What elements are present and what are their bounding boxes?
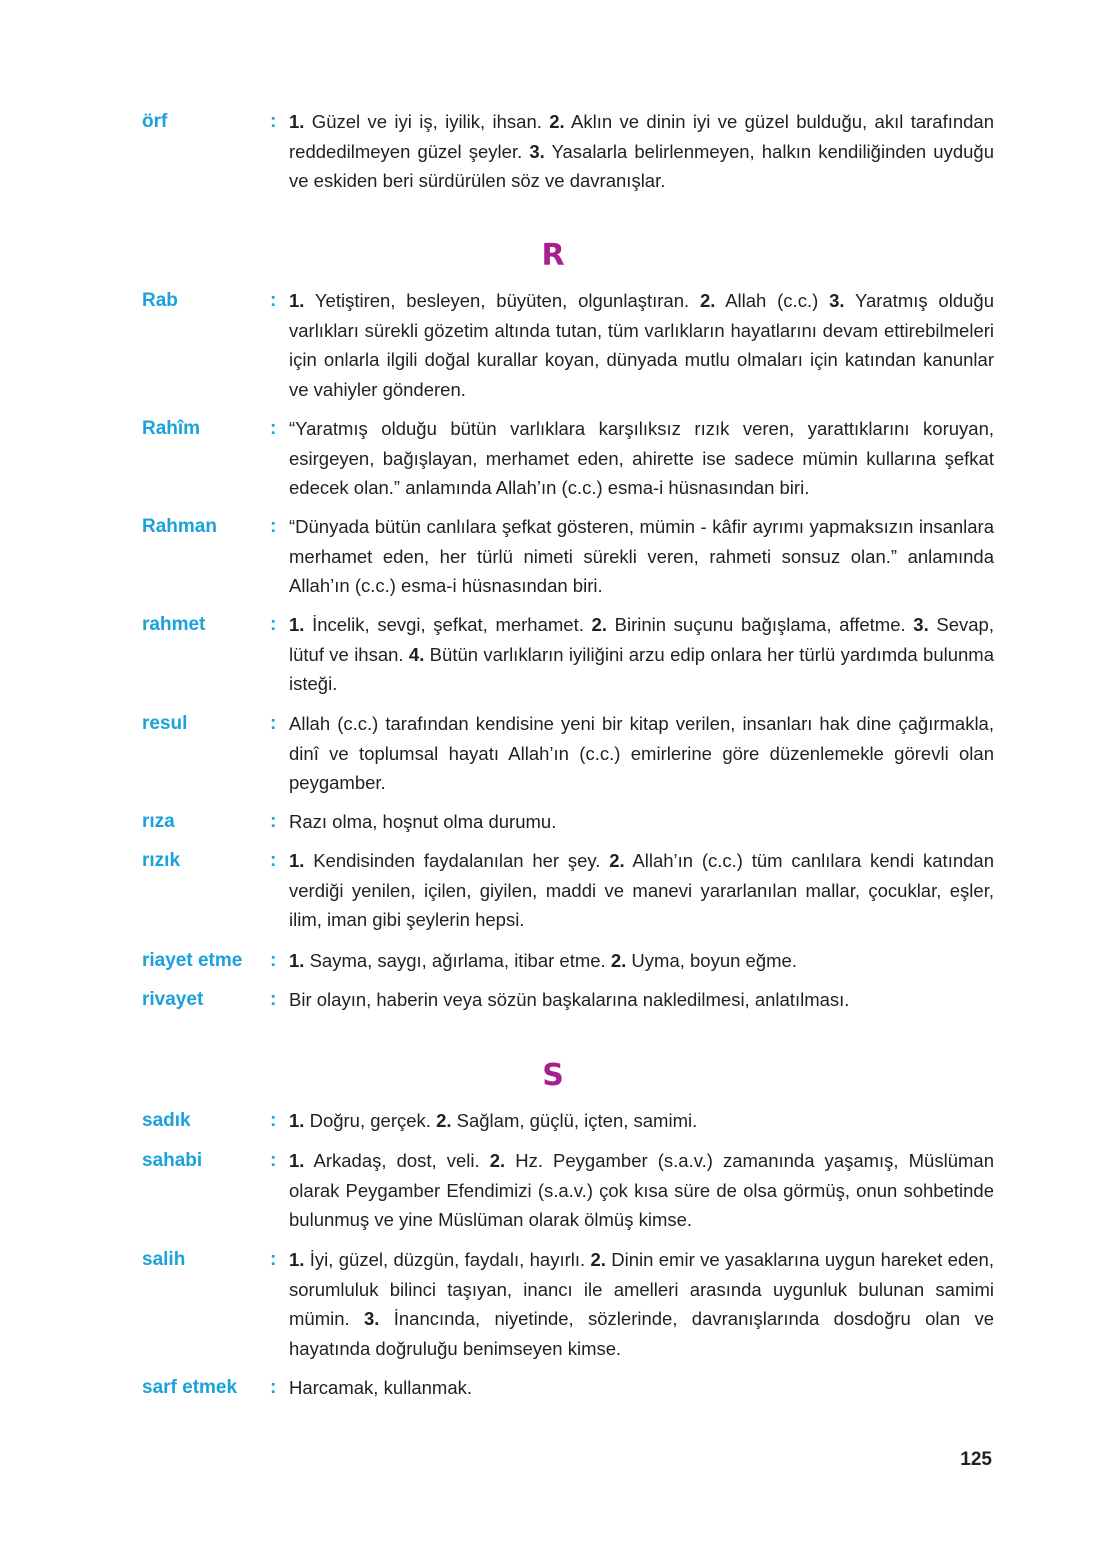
sense-number: 2. — [489, 1150, 506, 1171]
sense-number: 2. — [591, 614, 607, 635]
separator: : — [270, 418, 277, 439]
entry-rahim — [142, 414, 994, 503]
term: sadık — [142, 1110, 191, 1131]
entry-resul — [142, 709, 994, 798]
sense-number: 2. — [699, 290, 716, 311]
entry-riza — [142, 807, 994, 837]
definition-text: Allah (c.c.) tarafından kendisine yeni bir kitap verilen, insanları hak dine çağırmakla, dinî ve toplumsal hayatı Allah’ın (c.c.) emirlerine göre düzenlemekle görevli olan peygamber. — [289, 713, 994, 794]
definition — [289, 107, 994, 196]
term: Rahîm — [142, 418, 201, 439]
definition-text: “Dünyada bütün canlılara şefkat gösteren, mümin - kâfir ayrımı yapmaksızın insanlara merhamet eden, her türlü nimeti sürekli veren, rahmeti sonsuz olan.” anlamında Allah’ın (c.c.) esma-i hüsnasından biri. — [289, 516, 994, 597]
definition-text: “Yaratmış olduğu bütün varlıklara karşılıksız rızık veren, yarattıklarını koruyan, esirgeyen, bağışlayan, merhamet eden, ahirette ise sadece mümin kullarına şefkat edecek olan.” anlamında Allah’ın (c.c.) esma-i hüsnasından biri. — [289, 418, 994, 499]
definition-text: Kendisinden faydalanılan her şey. — [304, 850, 610, 871]
sense-number: 3. — [363, 1308, 380, 1330]
sense-number: 1. — [289, 290, 305, 311]
definition-text: Sağlam, güçlü, içten, samimi. — [451, 1110, 698, 1131]
entry-sadik — [142, 1106, 994, 1136]
separator: : — [270, 850, 277, 871]
term: rıza — [142, 811, 175, 832]
definition-text: Allah (c.c.) — [715, 290, 830, 311]
definition-text: Yetiştiren, besleyen, büyüten, olgunlaştıran. — [304, 290, 700, 311]
entry-riayet-etme — [142, 946, 994, 976]
separator: : — [270, 950, 277, 971]
definition-text: Bir olayın, haberin veya sözün başkalarına nakledilmesi, anlatılması. — [289, 989, 850, 1010]
sense-number: 3. — [913, 614, 929, 635]
separator: : — [270, 811, 277, 832]
sense-number: 2. — [436, 1110, 452, 1131]
sense-number: 2. — [610, 950, 627, 971]
definition-text: Güzel ve iyi iş, iyilik, ihsan. — [304, 111, 550, 132]
definition-text: Harcamak, kullanmak. — [289, 1377, 473, 1398]
definition — [289, 414, 994, 503]
sense-number: 2. — [590, 1249, 606, 1270]
definition — [289, 1245, 994, 1363]
separator: : — [270, 1150, 277, 1171]
definition — [289, 1106, 994, 1136]
definition-text: Birinin suçunu bağışlama, affetme. — [606, 614, 914, 635]
sense-number: 1. — [289, 950, 305, 971]
separator: : — [270, 290, 277, 311]
definition-text: Hz. Peygamber (s.a.v.) zamanında yaşamış, Müslüman olarak Peygamber Efendimizi (s.a.v.) çok kısa süre de olsa görmüş, onun sohbetinde bulunmuş ve yine Müslüman olarak ölmüş kimse. — [289, 1150, 994, 1231]
separator: : — [270, 989, 277, 1010]
definition — [289, 946, 994, 976]
definition — [289, 985, 994, 1015]
definition — [289, 709, 994, 798]
sense-number: 2. — [609, 850, 625, 871]
definition — [289, 846, 994, 935]
entry-salih — [142, 1245, 994, 1363]
definition-text: Sevap, lütuf ve ihsan. — [289, 614, 994, 665]
sense-number: 2. — [549, 111, 565, 132]
separator: : — [270, 516, 277, 537]
separator: : — [270, 1377, 277, 1398]
section-letter-r: R — [541, 238, 565, 273]
definition — [289, 807, 994, 837]
definition-text: İnancında, niyetinde, sözlerinde, davranışlarında dosdoğru olan ve hayatında doğruluğu benimseyen kimse. — [289, 1308, 994, 1359]
sense-number: 1. — [289, 614, 305, 635]
definition — [289, 1146, 994, 1235]
sense-number: 3. — [829, 290, 845, 311]
term: Rab — [142, 290, 178, 311]
term: örf — [142, 111, 168, 132]
definition-text: Allah’ın (c.c.) tüm canlılara kendi katından verdiği yenilen, içilen, giyilen, maddi ve manevi yararlanılan mallar, çocuklar, eşler, ilim, iman gibi şeylerin hepsi. — [289, 850, 994, 931]
definition — [289, 610, 994, 699]
entry-rahman — [142, 512, 994, 601]
entry-orf — [142, 107, 994, 196]
entry-sahabi — [142, 1146, 994, 1235]
definition-text: Aklın ve dinin iyi ve güzel bulduğu, akıl tarafından reddedilmeyen güzel şeyler. — [289, 111, 995, 162]
term: rahmet — [142, 614, 206, 635]
definition-text: Arkadaş, dost, veli. — [304, 1150, 490, 1171]
entry-rab — [142, 286, 994, 404]
entry-rivayet — [142, 985, 994, 1015]
sense-number: 3. — [529, 140, 545, 162]
term: sarf etmek — [142, 1377, 238, 1398]
separator: : — [270, 713, 277, 734]
separator: : — [270, 1249, 277, 1270]
term: rızık — [142, 850, 181, 871]
definition-text: İncelik, sevgi, şefkat, merhamet. — [304, 614, 592, 635]
entry-rizik — [142, 846, 994, 935]
definition-text: Razı olma, hoşnut olma durumu. — [289, 811, 557, 832]
sense-number: 1. — [289, 850, 305, 871]
sense-number: 1. — [289, 1249, 305, 1270]
term: salih — [142, 1249, 186, 1270]
definition-text: Bütün varlıkların iyiliğini arzu edip onlara her türlü yardımda bulunma isteği. — [289, 643, 994, 695]
sense-number: 1. — [289, 1150, 305, 1171]
entry-rahmet — [142, 610, 994, 699]
definition-text: Dinin emir ve yasaklarına uygun hareket eden, sorumluluk bilinci taşıyan, inancı ile amelleri arasında uygunluk bulunan samimi mümin. — [289, 1249, 994, 1330]
term: Rahman — [142, 516, 217, 537]
term: riayet etme — [142, 950, 243, 971]
separator: : — [270, 111, 277, 132]
term: resul — [142, 713, 188, 734]
term: rivayet — [142, 989, 204, 1010]
entry-sarf-etmek — [142, 1373, 994, 1403]
definition-text: Yaratmış olduğu varlıkları sürekli gözetim altında tutan, tüm varlıkların hayatlarını devam ettirebilmeleri için onlarla ilgili doğal kurallar koyan, dünyada mutlu olmaları için katından kanunlar ve vahiyler gönderen. — [289, 290, 994, 400]
definition-text: Uyma, boyun eğme. — [626, 950, 797, 971]
separator: : — [270, 1110, 277, 1131]
definition-text: Sayma, saygı, ağırlama, itibar etme. — [304, 950, 611, 971]
definition — [289, 286, 994, 404]
separator: : — [270, 614, 277, 635]
definition-text: Yasalarla belirlenmeyen, halkın kendiliğinden uyduğu ve eskiden beri sürdürülen söz ve davranışlar. — [289, 140, 995, 192]
sense-number: 1. — [289, 1110, 305, 1131]
sense-number: 4. — [408, 643, 425, 665]
term: sahabi — [142, 1150, 203, 1171]
definition — [289, 1373, 994, 1403]
section-letter-s: S — [542, 1058, 564, 1093]
definition — [289, 512, 994, 601]
definition-text: İyi, güzel, düzgün, faydalı, hayırlı. — [304, 1249, 591, 1270]
page-number: 125 — [960, 1449, 992, 1470]
definition-text: Doğru, gerçek. — [304, 1110, 437, 1131]
sense-number: 1. — [289, 111, 305, 132]
